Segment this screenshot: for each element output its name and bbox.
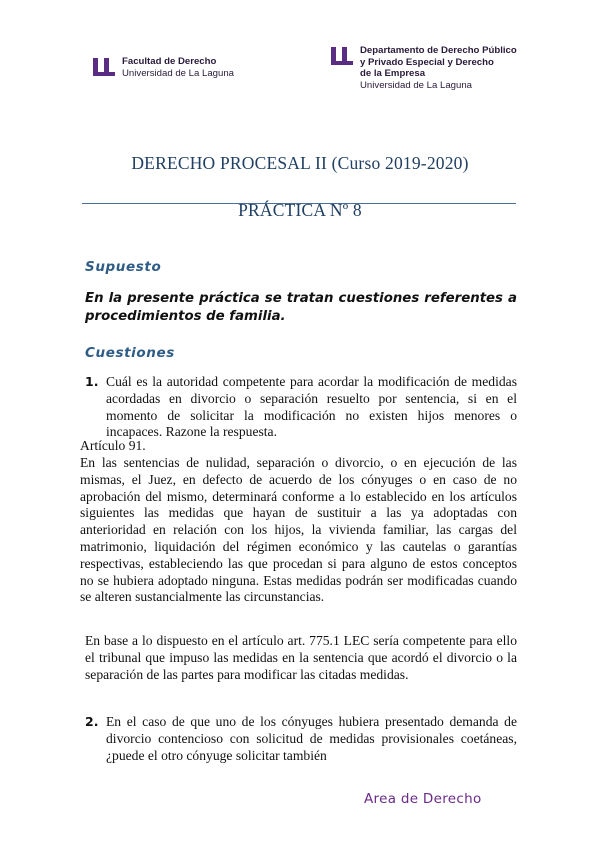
department-university-name: Universidad de La Laguna (360, 79, 473, 91)
faculty-name: Facultad de Derecho (122, 56, 217, 67)
question-2-text: En el caso de que uno de los cónyuges hubiera presentado demanda de divorcio contencioso con solicitud de medidas provisionales coetáneas, ¿puede el otro cónyuge solicitar también (106, 714, 517, 763)
article-title: Artículo 91. (80, 438, 146, 453)
ull-logo-icon (328, 45, 354, 67)
faculty-logo (90, 56, 234, 79)
question-1 (85, 374, 517, 441)
department-logo-text (360, 45, 517, 91)
question-2 (85, 714, 517, 764)
university-name: Universidad de La Laguna (122, 67, 235, 79)
practice-title: PRÁCTICA Nº 8 (238, 200, 362, 220)
cuestiones-heading: Cuestiones (85, 345, 175, 361)
question-1-number: 1. (85, 374, 99, 389)
ull-logo-icon (90, 56, 116, 78)
supuesto-heading: Supuesto (85, 259, 162, 275)
department-logo (328, 45, 517, 91)
question-2-number: 2. (85, 714, 99, 729)
department-name-line3: de la Empresa (360, 68, 426, 79)
department-name-line1: Departamento de Derecho Público (360, 45, 517, 56)
question-1-text: Cuál es la autoridad competente para acordar la modificación de medidas acordadas en divorcio o separación resuelto por sentencia, si en el momento de solicitar la modificación no existen hijos menores o incapaces. Razone la respuesta. (106, 374, 517, 440)
footer-text: Area de Derecho (364, 791, 482, 807)
article-body: En las sentencias de nulidad, separación o divorcio, o en ejecución de las mismas, el Juez, en defecto de acuerdo de los cónyuges o en caso de no aprobación del mismo, determinará conforme a lo establecido en los artículos siguientes las medidas que hayan de sustituir a las ya adoptadas con anterioridad en relación con los hijos, la vivienda familiar, las cargas del matrimonio, liquidación del régimen económico y las cautelas o garantías respectivas, estableciendo las que procedan si para alguno de estos conceptos no se hubiera adoptado ninguna. Estas medidas podrán ser modificadas cuando se alteren sustancialmente las circunstancias. (80, 455, 517, 605)
supuesto-text: En la presente práctica se tratan cuestiones referentes a procedimientos de familia. (85, 291, 517, 324)
course-title: DERECHO PROCESAL II (Curso 2019-2020) (131, 153, 469, 173)
department-name-line2: y Privado Especial y Derecho (360, 56, 494, 68)
faculty-logo-text (122, 56, 234, 79)
answer-paragraph: En base a lo dispuesto en el artículo art. 775.1 LEC sería competente para ello el tribunal que impuso las medidas en la sentencia que acordó el divorcio o la separación de las partes para modificar las citadas medidas. (85, 633, 517, 682)
